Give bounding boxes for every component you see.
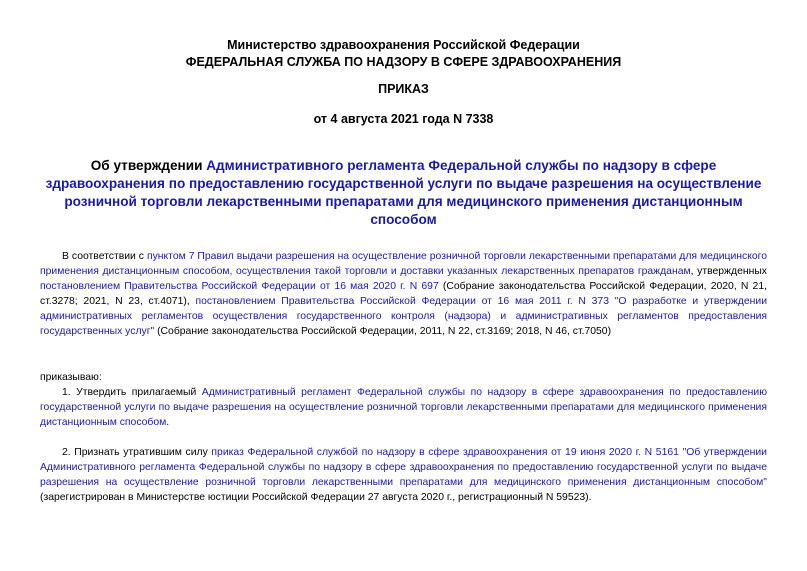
order-item-1: [40, 385, 767, 430]
regulation-link[interactable]: Административный регламент Федеральной службы по надзору в сфере здравоохранения по предоставлению государственной услуги по выдаче разрешения на осуществление розничной торговли лекарственными препаратами для медицинского применения дистанционным способом: [40, 387, 767, 428]
ministry-name: Министерство здравоохранения Российской Федерации: [227, 38, 580, 52]
preamble-text-1: В соответствии с: [62, 251, 147, 262]
preamble-text-4: (Собрание законодательства Российской Федерации, 2011, N 22, ст.3169; 2018, N 46, ст.7050): [154, 326, 612, 337]
doc-title-link[interactable]: Административного регламента Федеральной службы по надзору в сфере здравоохранения по предоставлению государственной услуги по выдаче разрешения на осуществление розничной торговли лекарственными препаратами для медицинского применения дистанционным способом: [45, 158, 762, 227]
item1-text-1: 1. Утвердить прилагаемый: [62, 387, 202, 398]
order-word: приказываю:: [40, 372, 102, 383]
item2-text-1: 2. Признать утратившим силу: [62, 447, 212, 458]
service-name: ФЕДЕРАЛЬНАЯ СЛУЖБА ПО НАДЗОРУ В СФЕРЕ ЗДРАВООХРАНЕНИЯ: [185, 55, 622, 69]
resolution-373-link[interactable]: постановлением Правительства Российской Федерации от 16 мая 2011 г. N 373 "О разработке и утверждении административных регламентов осуществления государственного контроля (надзора) и административных регламентов предоставления государственных услуг": [40, 296, 767, 337]
document-header: [0, 37, 807, 71]
doc-date-number: от 4 августа 2021 года N 7338: [313, 112, 494, 126]
order-5161-link[interactable]: приказ Федеральной службой по надзору в сфере здравоохранения от 19 июня 2020 г. N 5161 "Об утверждении Административного регламента Федеральной службы по надзору в сфере здравоохранения по предоставлению государственной услуги по выдаче разрешения на осуществление розничной торговли лекарственными препаратами для медицинского применения дистанционным способом": [40, 447, 767, 488]
item2-text-2: (зарегистрирован в Министерстве юстиции Российской Федерации 27 августа 2020 г., регистрационный N 59523).: [40, 492, 592, 503]
order-item-2: [40, 445, 767, 505]
doc-type: ПРИКАЗ: [378, 82, 429, 96]
rules-point-7-link[interactable]: пунктом 7 Правил выдачи разрешения на осуществление розничной торговли лекарственными препаратами для медицинского применения дистанционным способом, осуществления такой торговли и доставки указанных лекарственных препаратов гражданам: [40, 251, 767, 277]
item1-text-2: .: [166, 417, 170, 428]
preamble-paragraph: [40, 249, 767, 339]
preamble-text-3: (Собрание законодательства Российской Федерации, 2020, N 21, ст.3278; 2021, N 23, ст.4071),: [40, 281, 767, 307]
doc-title: [30, 157, 777, 229]
preamble-text-2: , утвержденных: [690, 266, 767, 277]
doc-title-prefix: Об утверждении: [90, 158, 207, 173]
resolution-697-link[interactable]: постановлением Правительства Российской Федерации от 16 мая 2020 г. N 697: [40, 281, 439, 292]
